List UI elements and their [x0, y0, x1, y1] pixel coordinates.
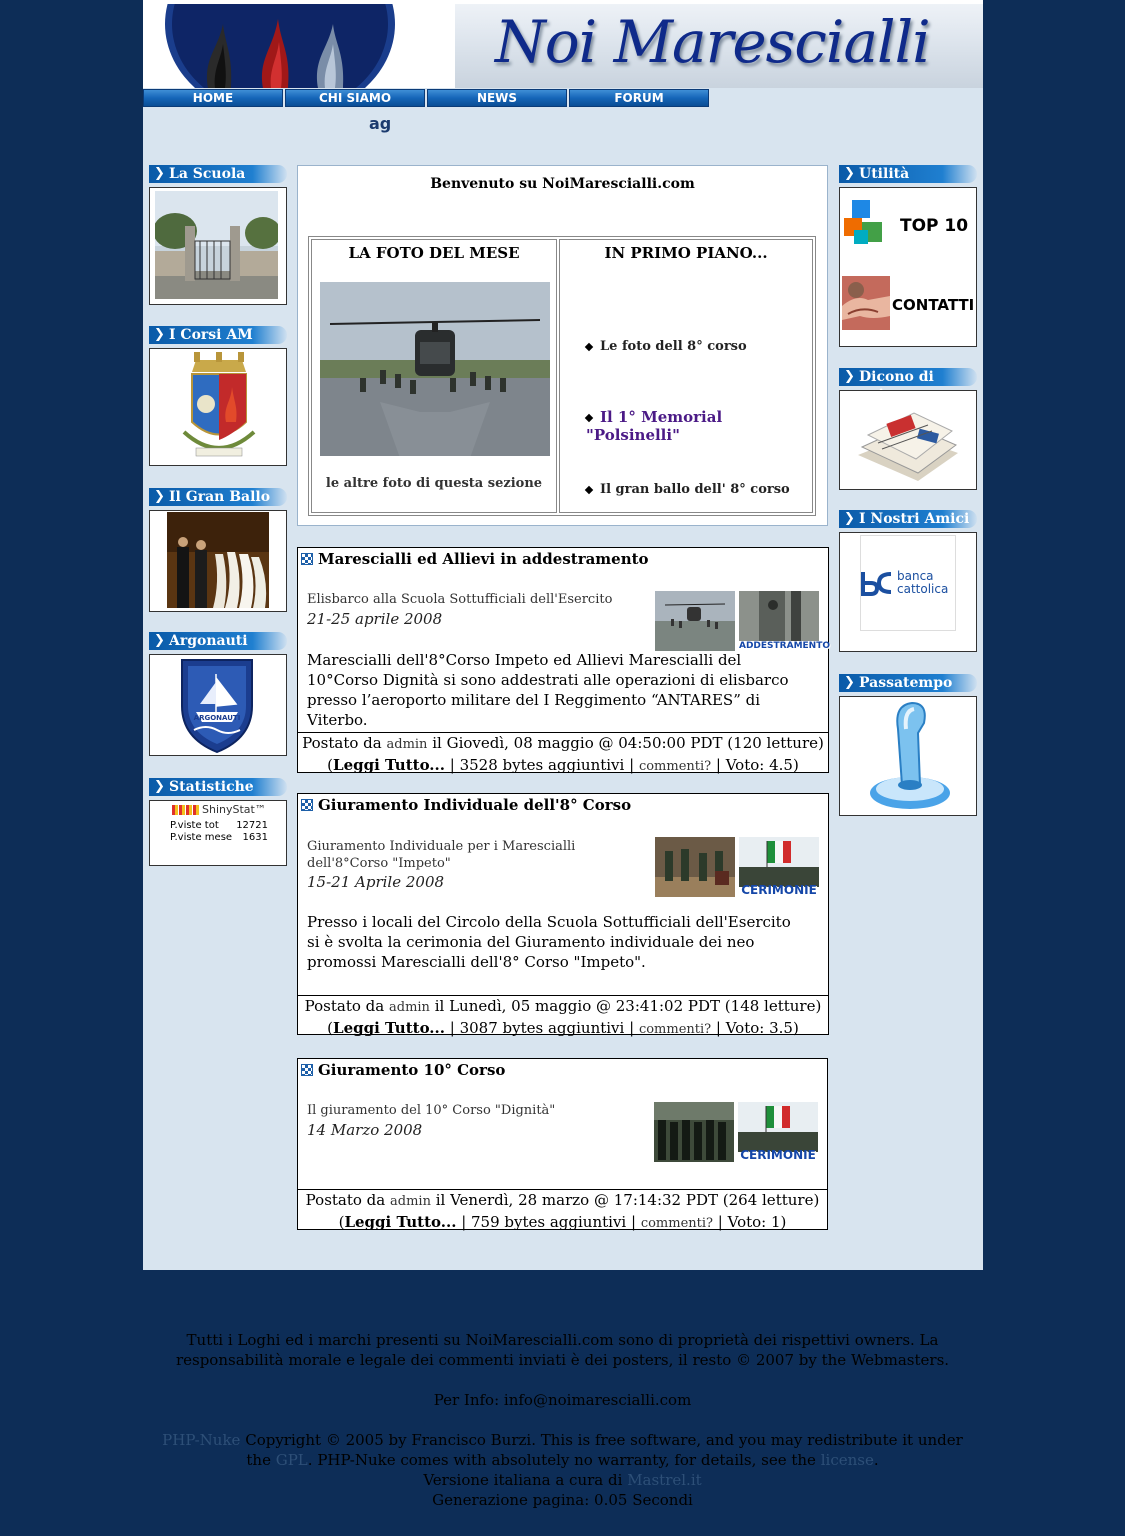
article-date: 15-21 Aprile 2008: [307, 873, 445, 891]
footer-generation: Generazione pagina: 0.05 Secondi: [432, 1491, 693, 1509]
block-title: ❯ I Corsi AM: [149, 326, 287, 344]
argonauti-logo-text: ARGONAUTI: [193, 714, 241, 722]
block-title: ❯ I Nostri Amici: [839, 510, 977, 528]
comments-link[interactable]: commenti?: [640, 1216, 714, 1231]
site-title: Noi Marescialli: [495, 8, 930, 76]
read-more-link[interactable]: Leggi Tutto...: [333, 756, 445, 774]
block-title: ❯ Il Gran Ballo: [149, 488, 287, 506]
block-body: [149, 800, 287, 866]
stat-row: P.viste tot 12721: [170, 820, 268, 831]
block-utilita: [839, 165, 977, 347]
flag-ceremony-image: [738, 1102, 818, 1152]
nav-news[interactable]: NEWS: [427, 89, 567, 107]
article-icon: [301, 799, 313, 811]
article: [297, 547, 829, 773]
article: [297, 793, 829, 1035]
article-icon: [301, 553, 313, 565]
author-link[interactable]: admin: [386, 737, 428, 752]
gran-ballo-photo[interactable]: [167, 512, 269, 608]
block-argonauti: [149, 632, 287, 756]
featured-link[interactable]: Le foto dell 8° corso: [586, 339, 747, 354]
flag-ceremony-image: [739, 837, 819, 887]
block-body: [149, 348, 287, 466]
chevron-right-icon: ❯: [844, 511, 855, 526]
nav-forum[interactable]: FORUM: [569, 89, 709, 107]
banca-cattolica-logo[interactable]: banca cattolica: [860, 535, 956, 631]
bar-chart-icon: [172, 805, 200, 815]
chevron-right-icon: ❯: [154, 779, 165, 794]
nav-home[interactable]: HOME: [143, 89, 283, 107]
site-header: [143, 0, 983, 88]
newspapers-photo[interactable]: [848, 395, 968, 485]
block-dicono-di-noi: [839, 368, 977, 490]
photo-heading: LA FOTO DEL MESE: [348, 244, 520, 262]
block-body: [149, 654, 287, 756]
cubes-icon: [842, 198, 890, 250]
article-date: 21-25 aprile 2008: [307, 610, 443, 628]
category-badge[interactable]: [739, 837, 819, 899]
main-nav: [143, 89, 711, 107]
bullet-icon: [585, 485, 593, 493]
bullet-icon: [585, 342, 593, 350]
block-la-scuola: [149, 165, 287, 305]
comments-link[interactable]: commenti?: [638, 1022, 712, 1037]
category-badge[interactable]: [739, 591, 830, 653]
phpnuke-link[interactable]: PHP-Nuke: [162, 1431, 241, 1449]
article-thumbnail[interactable]: [655, 837, 735, 897]
block-title: ❯ Argonauti: [149, 632, 287, 650]
photo-of-month: [311, 239, 557, 513]
block-body: [839, 187, 977, 347]
read-more-link[interactable]: Leggi Tutto...: [333, 1019, 445, 1037]
author-link[interactable]: admin: [390, 1194, 431, 1209]
footer-info[interactable]: Per Info: info@noimarescialli.com: [433, 1391, 692, 1409]
site-banner: [455, 4, 983, 88]
banca-cattolica-mark-icon: [861, 570, 895, 596]
article-footer: Postato da admin il Lunedì, 05 maggio @ 23:41:02 PDT (148 letture) (Leggi Tutto... | 3087 bytes aggiuntivi | commenti? | Voto: 3.5): [298, 995, 828, 1036]
chevron-right-icon: ❯: [844, 166, 855, 181]
chevron-right-icon: ❯: [844, 675, 855, 690]
category-label: CERIMONIE: [740, 1148, 816, 1162]
argonauti-shield-icon[interactable]: [176, 656, 258, 754]
featured-heading: IN PRIMO PIANO...: [604, 244, 768, 262]
article-date: 14 Marzo 2008: [307, 1121, 423, 1139]
block-gran-ballo: [149, 488, 287, 612]
chevron-right-icon: ❯: [154, 166, 165, 181]
handshake-icon: [842, 276, 890, 330]
chevron-right-icon: ❯: [154, 489, 165, 504]
article-subtitle: Il giuramento del 10° Corso "Dignità": [307, 1103, 556, 1118]
chevron-right-icon: ❯: [154, 327, 165, 342]
article-title[interactable]: Giuramento 10° Corso: [318, 1061, 506, 1079]
block-title: ❯ Statistiche: [149, 778, 287, 796]
stat-row: P.viste mese 1631: [170, 832, 268, 843]
article-title[interactable]: Marescialli ed Allievi in addestramento: [318, 550, 649, 568]
in-primo-piano: [559, 239, 813, 513]
shinystat-logo[interactable]: ShinyStat™: [172, 803, 266, 816]
school-gate-photo[interactable]: [155, 191, 278, 299]
article-subtitle: Elisbarco alla Scuola Sottufficiali dell'Esercito: [307, 592, 613, 607]
block-body: [839, 532, 977, 652]
footer-translation: Versione italiana a cura di Mastrel.it: [423, 1471, 702, 1489]
featured-link[interactable]: Il gran ballo dell' 8° corso: [586, 482, 790, 497]
chevron-right-icon: ❯: [154, 633, 165, 648]
article-body: Marescialli dell'8°Corso Impeto ed Allievi Marescialli del 10°Corso Dignità si sono addestrati alle operazioni di elisbarco presso l’aeroporto militare del I Reggimento “ANTARES” di Viterbo.: [307, 651, 789, 729]
article-thumbnail[interactable]: [654, 1102, 734, 1162]
article-subtitle: Giuramento Individuale per i Marescialli dell'8°Corso "Impeto": [307, 839, 576, 871]
gpl-link[interactable]: GPL: [275, 1451, 308, 1469]
article-thumbnail[interactable]: [655, 591, 735, 651]
category-label: CERIMONIE: [741, 883, 817, 897]
article-footer: Postato da admin il Giovedì, 08 maggio @ 04:50:00 PDT (120 letture) (Leggi Tutto... | 3528 bytes aggiuntivi | commenti? | Voto: 4.5): [298, 732, 828, 773]
chevron-right-icon: ❯: [844, 369, 855, 384]
category-badge[interactable]: [738, 1102, 818, 1164]
nav-chi-siamo[interactable]: CHI SIAMO: [285, 89, 425, 107]
article-title[interactable]: Giuramento Individuale dell'8° Corso: [318, 796, 632, 814]
article-body: Presso i locali del Circolo della Scuola Sottufficiali dell'Esercito si è svolta la cerimonia del Giuramento individuale dei neo promossi Marescialli dell'8° Corso "Impeto".: [307, 913, 791, 971]
translation-link[interactable]: Mastrel.it: [627, 1471, 702, 1489]
block-title: ❯ Utilità: [839, 165, 977, 183]
joystick-icon[interactable]: [862, 699, 956, 813]
author-link[interactable]: admin: [389, 1000, 430, 1015]
crest-logo[interactable]: [163, 4, 398, 88]
block-title: ❯ Dicono di: [839, 368, 977, 386]
block-i-nostri-amici: [839, 510, 977, 652]
block-title: ❯ Passatempo: [839, 674, 977, 692]
featured-link[interactable]: Il 1° Memorial "Polsinelli": [586, 408, 723, 444]
page-container: [143, 0, 983, 1270]
more-photos-link[interactable]: le altre foto di questa sezione: [325, 476, 543, 491]
feature-table: [308, 236, 816, 516]
helicopter-photo[interactable]: [320, 282, 550, 456]
block-passatempo: [839, 674, 977, 816]
block-body: [839, 696, 977, 816]
article-icon: [301, 1064, 313, 1076]
news-ticker[interactable]: ag: [369, 114, 392, 133]
article: [297, 1058, 828, 1230]
license-link[interactable]: license: [820, 1451, 874, 1469]
soldiers-image: [739, 591, 819, 641]
block-statistiche: [149, 778, 287, 866]
block-body: [149, 187, 287, 305]
article-footer: Postato da admin il Venerdì, 28 marzo @ 17:14:32 PDT (264 letture) (Leggi Tutto... | 759 bytes aggiuntivi | commenti? | Voto: 1): [298, 1189, 827, 1230]
footer-copyright: PHP-Nuke Copyright © 2005 by Francisco Burzi. This is free software, and you may redistribute it under the GPL. PHP-Nuke comes with absolutely no warranty, for details, see the license.: [162, 1431, 963, 1469]
read-more-link[interactable]: Leggi Tutto...: [344, 1213, 457, 1231]
bullet-icon: [585, 414, 593, 422]
welcome-title: Benvenuto su NoiMarescialli.com: [430, 176, 695, 192]
welcome-box: [297, 165, 828, 526]
block-title: ❯ La Scuola: [149, 165, 287, 183]
contatti-link[interactable]: CONTATTI: [842, 276, 976, 330]
footer-disclaimer: Tutti i Loghi ed i marchi presenti su NoiMarescialli.com sono di proprietà dei rispettivi owners. La responsabilità morale e legale dei commenti inviati è dei posters, il resto © 2007 by the Webmasters.: [175, 1331, 950, 1369]
corsi-crest-icon[interactable]: [176, 352, 262, 462]
block-body: [839, 390, 977, 490]
block-i-corsi-am: [149, 326, 287, 466]
top10-link[interactable]: TOP 10: [842, 198, 974, 250]
category-label: ADDESTRAMENTO: [739, 641, 830, 651]
comments-link[interactable]: commenti?: [638, 759, 712, 774]
block-body: [149, 510, 287, 612]
site-footer: [150, 1330, 975, 1510]
